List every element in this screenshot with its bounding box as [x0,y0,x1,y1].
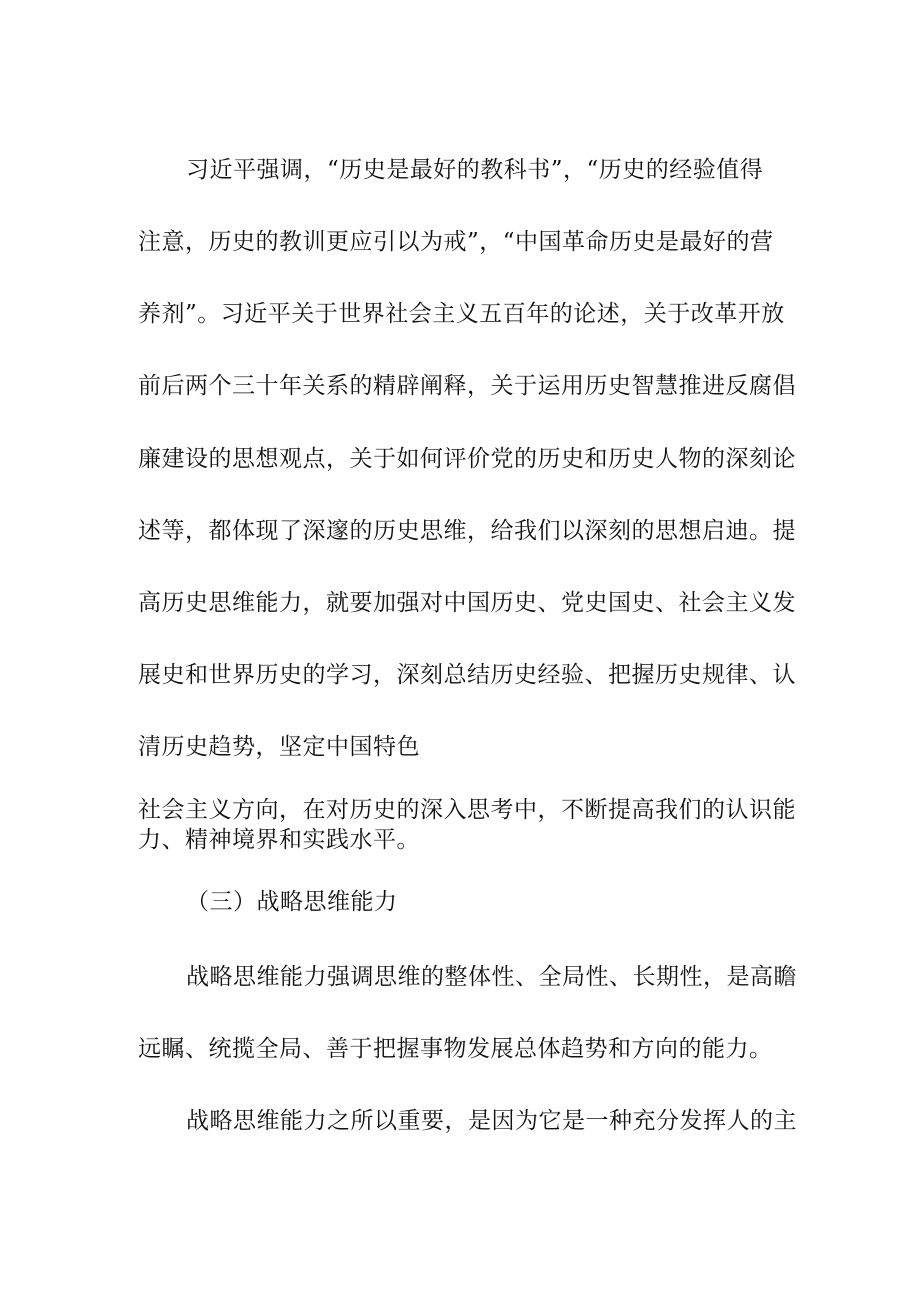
paragraph-line: 战略思维能力强调思维的整体性、全局性、长期性，是高瞻 [186,964,797,990]
paragraph-line: 廉建设的思想观点，关于如何评价党的历史和历史人物的深刻论 [138,446,796,472]
paragraph-line: 清历史趋势，坚定中国特色 [138,734,420,760]
paragraph-line: 社会主义方向，在对历史的深入思考中，不断提高我们的认识能 [138,797,796,823]
paragraph-line: 展史和世界历史的学习，深刻总结历史经验、把握历史规律、认 [138,662,796,688]
paragraph-line: 注意，历史的教训更应引以为戒”，“中国革命历史是最好的营 [138,229,774,255]
paragraph-line: 述等，都体现了深邃的历史思维，给我们以深刻的思想启迪。提 [138,518,796,544]
paragraph-line: 习近平强调，“历史是最好的教科书”，“历史的经验值得 [186,157,764,183]
paragraph-line: 战略思维能力之所以重要，是因为它是一种充分发挥人的主 [186,1108,797,1134]
section-heading: （三）战略思维能力 [186,889,398,915]
paragraph-line: 远瞩、统揽全局、善于把握事物发展总体趋势和方向的能力。 [138,1036,773,1062]
paragraph-line: 力、精神境界和实践水平。 [138,827,420,853]
paragraph-line: 养剂”。习近平关于世界社会主义五百年的论述，关于改革开放 [138,301,785,327]
paragraph-line: 前后两个三十年关系的精辟阐释，关于运用历史智慧推进反腐倡 [138,373,796,399]
paragraph-line: 高历史思维能力，就要加强对中国历史、党史国史、社会主义发 [138,590,796,616]
